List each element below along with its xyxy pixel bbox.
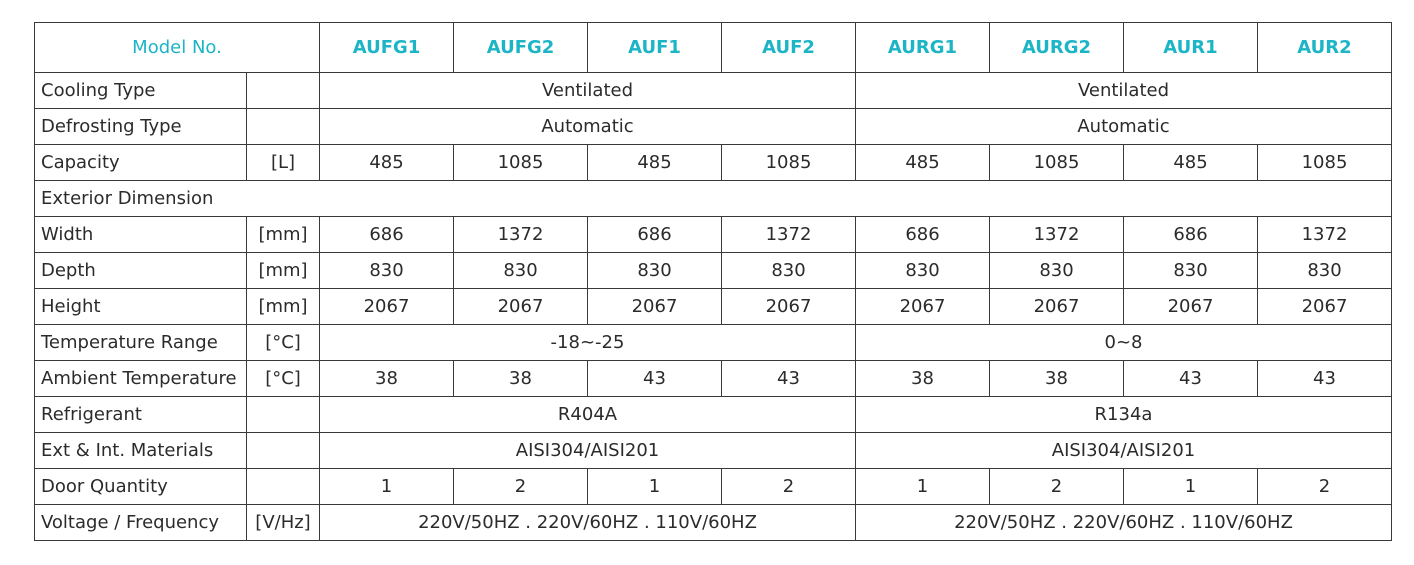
row-label: Temperature Range	[35, 325, 247, 361]
cell-value: 43	[588, 361, 722, 397]
section-label: Exterior Dimension	[35, 181, 1392, 217]
spec-table	[34, 22, 1392, 541]
row-label: Ambient Temperature	[35, 361, 247, 397]
row-width	[35, 217, 1392, 253]
row-unit	[247, 109, 320, 145]
cell-value: 686	[856, 217, 990, 253]
model-name: AUFG1	[320, 23, 454, 73]
row-unit: [mm]	[247, 253, 320, 289]
cell-value: 830	[454, 253, 588, 289]
cell-value-group-right: Ventilated	[856, 73, 1392, 109]
row-unit	[247, 397, 320, 433]
row-voltage-frequency	[35, 505, 1392, 541]
model-name: AURG2	[990, 23, 1124, 73]
cell-value: 1085	[454, 145, 588, 181]
row-label: Door Quantity	[35, 469, 247, 505]
row-label: Width	[35, 217, 247, 253]
cell-value-group-left: Automatic	[320, 109, 856, 145]
header-row	[35, 23, 1392, 73]
cell-value: 830	[588, 253, 722, 289]
row-door-quantity	[35, 469, 1392, 505]
cell-value: 38	[856, 361, 990, 397]
cell-value-group-left: 220V/50HZ . 220V/60HZ . 110V/60HZ	[320, 505, 856, 541]
row-capacity	[35, 145, 1392, 181]
cell-value: 2	[990, 469, 1124, 505]
row-unit: [V/Hz]	[247, 505, 320, 541]
cell-value-group-right: 0~8	[856, 325, 1392, 361]
row-defrosting-type	[35, 109, 1392, 145]
row-unit: [°C]	[247, 325, 320, 361]
cell-value: 2067	[856, 289, 990, 325]
model-name: AUF1	[588, 23, 722, 73]
row-materials	[35, 433, 1392, 469]
row-label: Defrosting Type	[35, 109, 247, 145]
cell-value: 38	[320, 361, 454, 397]
cell-value: 830	[1124, 253, 1258, 289]
cell-value: 830	[856, 253, 990, 289]
cell-value: 1372	[722, 217, 856, 253]
row-unit: [mm]	[247, 217, 320, 253]
row-unit	[247, 73, 320, 109]
cell-value-group-right: AISI304/AISI201	[856, 433, 1392, 469]
row-refrigerant	[35, 397, 1392, 433]
cell-value: 1085	[722, 145, 856, 181]
cell-value: 43	[1258, 361, 1392, 397]
row-exterior-dimension	[35, 181, 1392, 217]
cell-value-group-left: Ventilated	[320, 73, 856, 109]
cell-value: 2067	[320, 289, 454, 325]
cell-value: 2067	[1258, 289, 1392, 325]
cell-value: 38	[990, 361, 1124, 397]
cell-value: 1	[320, 469, 454, 505]
row-unit: [L]	[247, 145, 320, 181]
cell-value-group-left: R404A	[320, 397, 856, 433]
model-name: AUR1	[1124, 23, 1258, 73]
cell-value: 1085	[990, 145, 1124, 181]
cell-value: 830	[1258, 253, 1392, 289]
row-label: Voltage / Frequency	[35, 505, 247, 541]
cell-value: 686	[1124, 217, 1258, 253]
cell-value: 1	[588, 469, 722, 505]
row-height	[35, 289, 1392, 325]
cell-value: 2067	[722, 289, 856, 325]
row-label: Capacity	[35, 145, 247, 181]
row-cooling-type	[35, 73, 1392, 109]
cell-value: 2067	[588, 289, 722, 325]
model-name: AUF2	[722, 23, 856, 73]
cell-value: 485	[1124, 145, 1258, 181]
cell-value: 43	[1124, 361, 1258, 397]
cell-value-group-left: AISI304/AISI201	[320, 433, 856, 469]
model-name: AUFG2	[454, 23, 588, 73]
cell-value: 1372	[1258, 217, 1392, 253]
cell-value: 43	[722, 361, 856, 397]
cell-value: 830	[320, 253, 454, 289]
cell-value: 1	[856, 469, 990, 505]
cell-value: 1372	[454, 217, 588, 253]
cell-value: 686	[588, 217, 722, 253]
row-label: Cooling Type	[35, 73, 247, 109]
row-unit: [mm]	[247, 289, 320, 325]
cell-value: 830	[990, 253, 1124, 289]
row-label: Refrigerant	[35, 397, 247, 433]
cell-value: 686	[320, 217, 454, 253]
row-depth	[35, 253, 1392, 289]
cell-value-group-left: -18~-25	[320, 325, 856, 361]
row-unit: [°C]	[247, 361, 320, 397]
cell-value: 1085	[1258, 145, 1392, 181]
model-no-label: Model No.	[35, 23, 320, 73]
cell-value: 2067	[990, 289, 1124, 325]
cell-value: 1	[1124, 469, 1258, 505]
row-unit	[247, 469, 320, 505]
cell-value: 38	[454, 361, 588, 397]
cell-value-group-right: 220V/50HZ . 220V/60HZ . 110V/60HZ	[856, 505, 1392, 541]
cell-value: 485	[856, 145, 990, 181]
model-name: AUR2	[1258, 23, 1392, 73]
model-name: AURG1	[856, 23, 990, 73]
cell-value-group-right: R134a	[856, 397, 1392, 433]
cell-value: 2067	[1124, 289, 1258, 325]
cell-value: 2	[454, 469, 588, 505]
row-label: Ext & Int. Materials	[35, 433, 247, 469]
cell-value: 485	[588, 145, 722, 181]
row-temperature-range	[35, 325, 1392, 361]
row-ambient-temperature	[35, 361, 1392, 397]
row-label: Depth	[35, 253, 247, 289]
row-unit	[247, 433, 320, 469]
cell-value: 1372	[990, 217, 1124, 253]
cell-value: 830	[722, 253, 856, 289]
row-label: Height	[35, 289, 247, 325]
cell-value: 2067	[454, 289, 588, 325]
cell-value-group-right: Automatic	[856, 109, 1392, 145]
cell-value: 485	[320, 145, 454, 181]
cell-value: 2	[722, 469, 856, 505]
cell-value: 2	[1258, 469, 1392, 505]
